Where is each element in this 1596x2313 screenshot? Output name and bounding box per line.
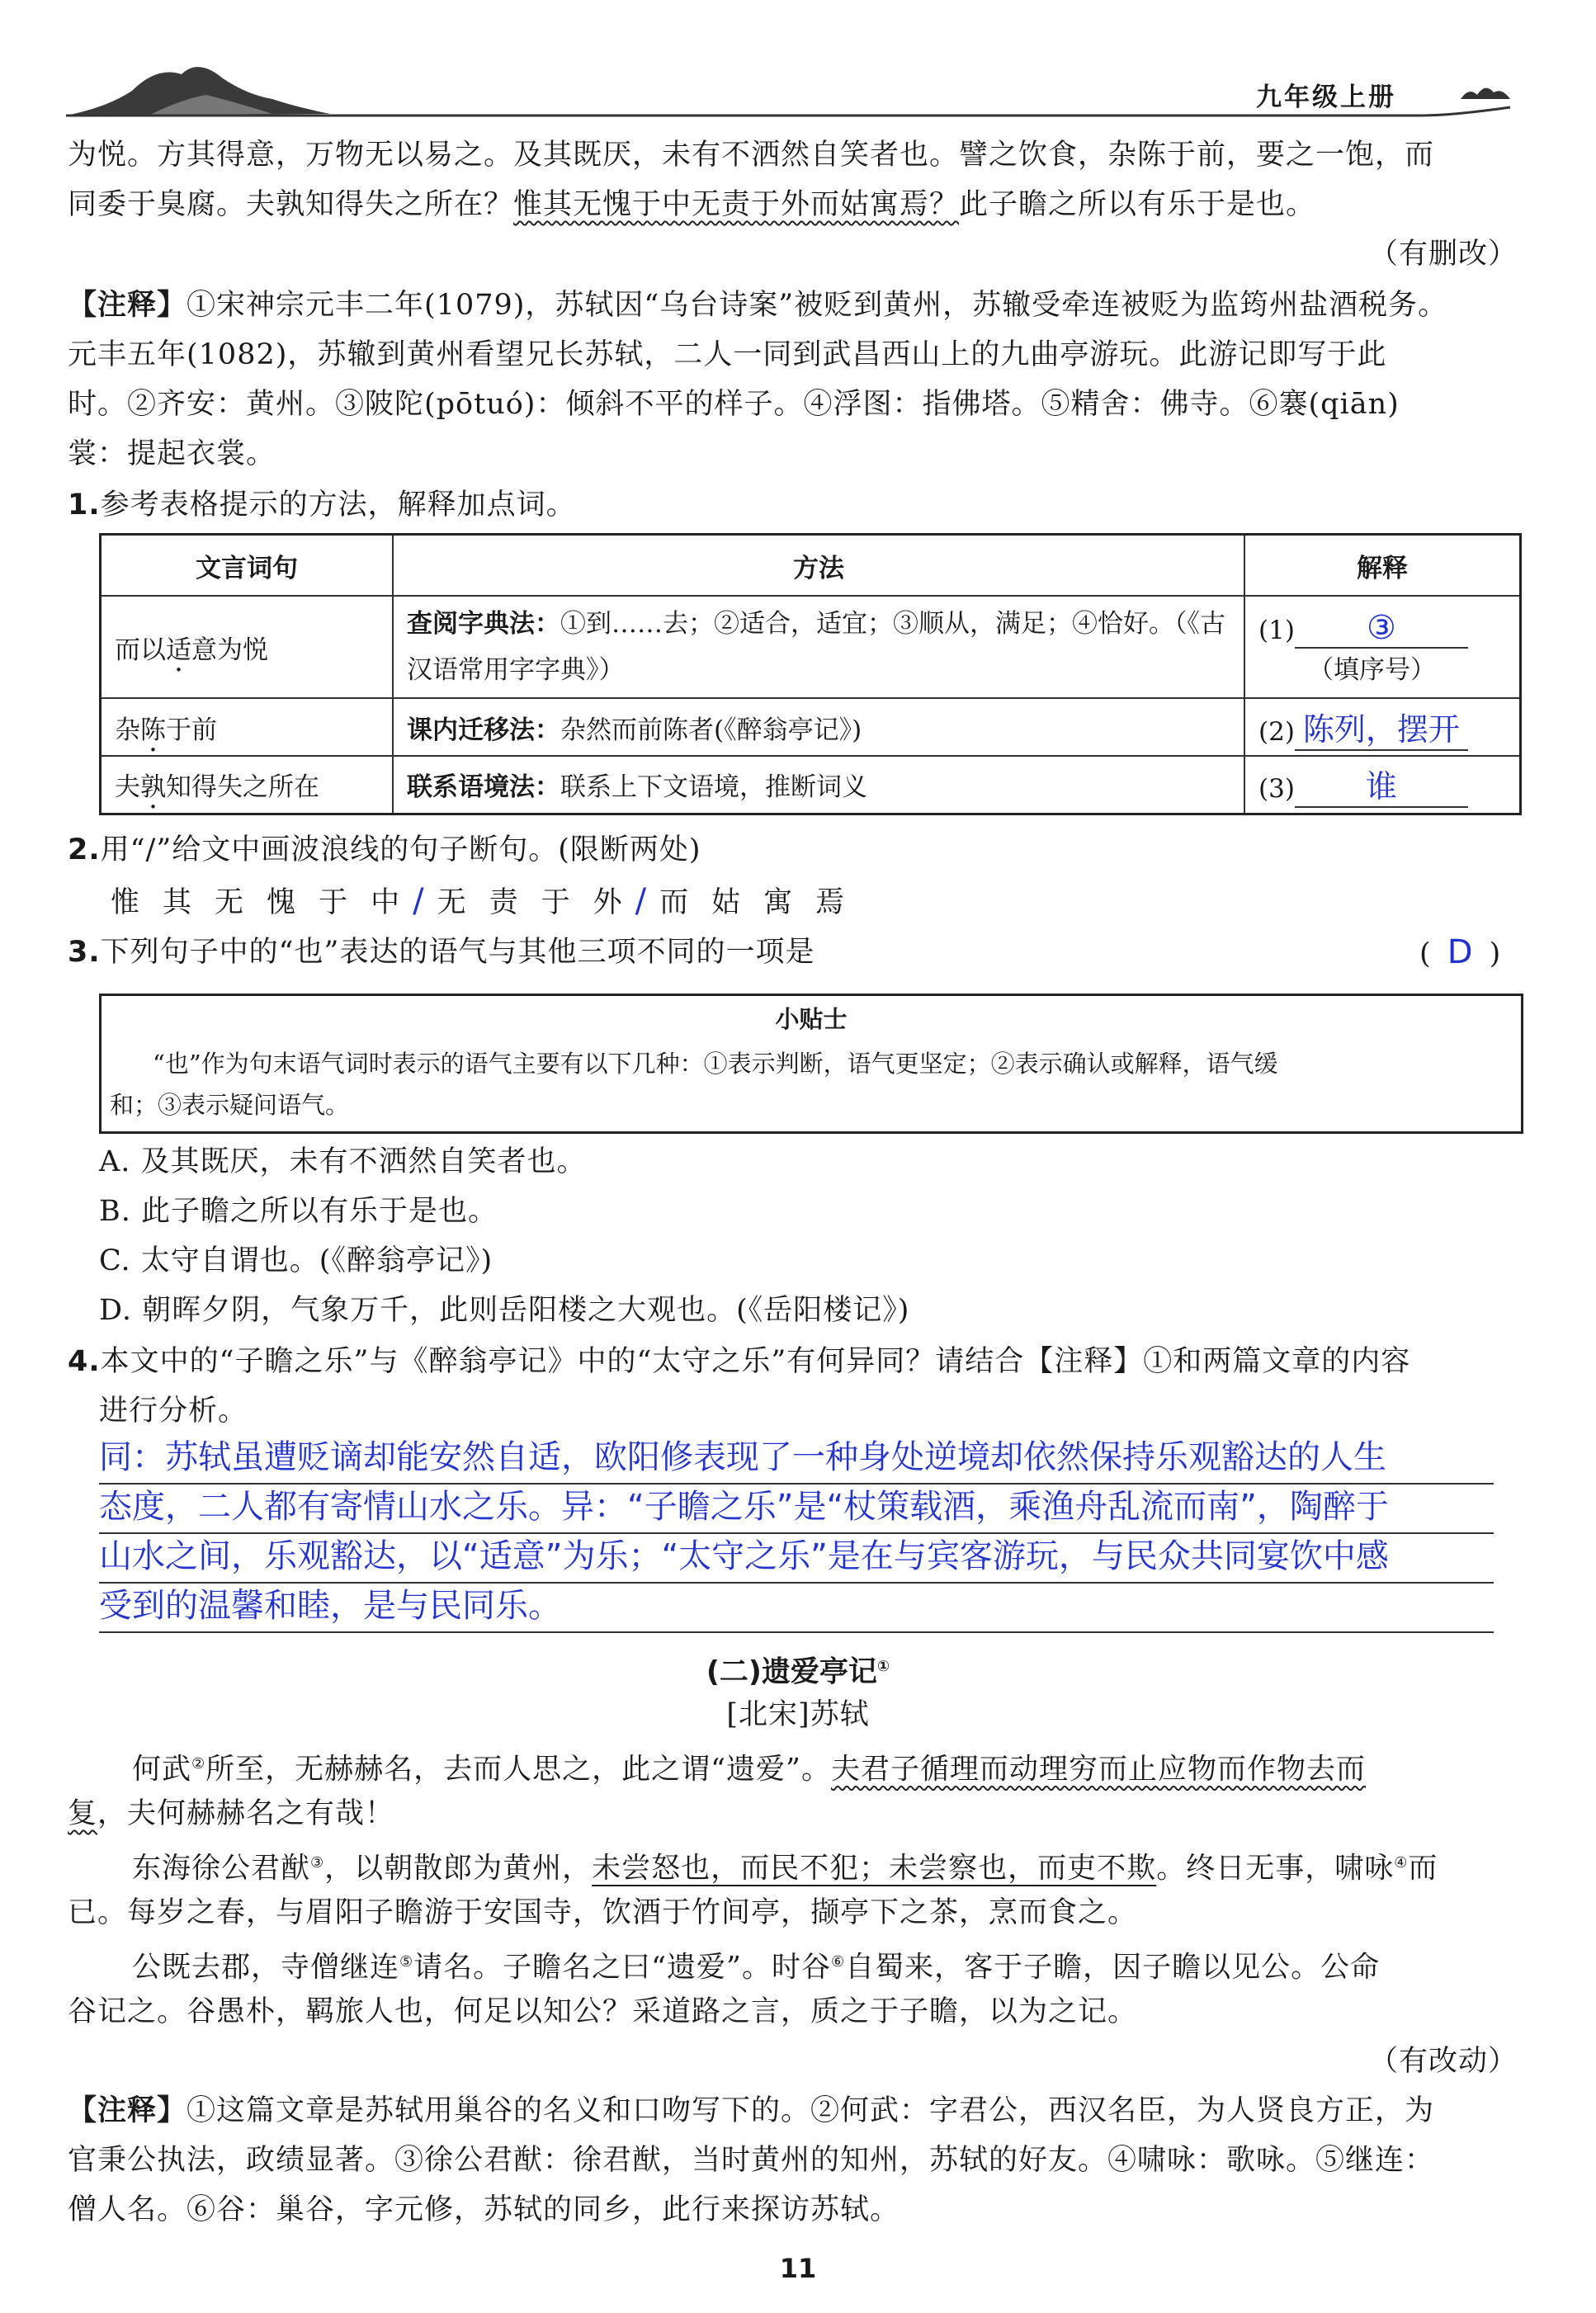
sentence-char: 惟: [111, 886, 140, 919]
break-mark: /: [413, 882, 424, 920]
tip-title: 小贴士: [775, 1005, 848, 1033]
question-2-stem: 2.用“/”给文中画波浪线的句子断句。(限断两处): [68, 833, 701, 866]
sentence-char: 无: [215, 886, 244, 919]
grade-label: 九年级上册: [1256, 83, 1396, 112]
sentence-char: 焉: [815, 886, 845, 919]
wavy-sentence: 夫君子循理而动理穷而止应物而作物去而: [830, 1753, 1366, 1787]
sentence-char: 寓: [763, 886, 793, 919]
page-number: 11: [779, 2253, 817, 2284]
answer-cell: (2) 陈列，摆开: [1244, 698, 1521, 756]
notes-line: 裳：提起衣裳。: [68, 437, 276, 470]
question-4-stem: 进行分析。: [99, 1395, 248, 1428]
tip-box: [99, 994, 1523, 1134]
option-d[interactable]: D. 朝晖夕阴，气象万千，此则岳阳楼之大观也。(《岳阳楼记》): [99, 1294, 910, 1327]
notes-line: 时。②齐安：黄州。③陂陀(pōtuó)：倾斜不平的样子。④浮图：指佛塔。⑤精舍：佛寺。⑥褰(qiān): [68, 388, 1400, 421]
phrase-cell: 杂陈于前: [101, 698, 394, 756]
answer-text[interactable]: 受到的温馨和睦，是与民同乐。: [99, 1587, 561, 1625]
table-header: 文言词句: [101, 535, 394, 597]
phrase-cell: 而以适意为悦: [101, 596, 394, 698]
sentence-char: 姑: [711, 886, 741, 919]
passage-title: (二)遗爱亭记①: [706, 1655, 890, 1689]
answer-cell: (3) 谁: [1244, 756, 1521, 814]
notes-line: 【注释】①宋神宗元丰二年(1079)，苏轼因“乌台诗案”被贬到黄州，苏辙受牵连被贬为监筠州盐酒税务。: [68, 289, 1448, 322]
sentence-char: 无: [437, 886, 466, 919]
sentence-char: 而: [659, 886, 689, 919]
passage-line: 复，夫何赫赫名之有哉！: [68, 1797, 395, 1830]
choice-answer[interactable]: D: [1447, 933, 1474, 971]
option-b[interactable]: B. 此子瞻之所以有乐于是也。: [99, 1195, 498, 1228]
sentence-char: 责: [489, 886, 518, 919]
answer-fill[interactable]: 谁: [1295, 761, 1468, 808]
question-3-stem: 3.下列句子中的“也”表达的语气与其他三项不同的一项是: [68, 936, 815, 969]
notes-label: 【注释】: [68, 289, 187, 322]
break-mark: /: [635, 882, 647, 920]
passage-line: 同委于臭腐。夫孰知得失之所在？惟其无愧于中无责于外而姑寓焉？此子瞻之所以有乐于是也。: [68, 188, 1316, 221]
notes-line: 官秉公执法，政绩显著。③徐公君猷：徐君猷，当时黄州的知州，苏轼的好友。④啸咏：歌咏。⑤继连：: [68, 2144, 1435, 2177]
passage-author: [北宋]苏轼: [726, 1698, 870, 1731]
sentence-char: 于: [541, 886, 570, 919]
option-c[interactable]: C. 太守自谓也。(《醉翁亭记》): [99, 1244, 493, 1277]
question-4-stem: 4.本文中的“子瞻之乐”与《醉翁亭记》中的“太守之乐”有何异同？请结合【注释】①和两篇文章的内容: [68, 1345, 1411, 1378]
sentence-char: 其: [163, 886, 192, 919]
answer-text[interactable]: 同：苏轼虽遭贬谪却能安然自适，欧阳修表现了一种身处逆境却依然保持乐观豁达的人生: [99, 1438, 1386, 1476]
question-1-stem: 1.参考表格提示的方法，解释加点词。: [68, 489, 576, 522]
notes-label: 【注释】: [68, 2094, 187, 2127]
answer-line: [99, 1631, 1494, 1633]
source-note: （有删改）: [1368, 238, 1518, 271]
tip-text: 和；③表示疑问语气。: [110, 1091, 350, 1119]
answer-text[interactable]: 山水之间，乐观豁达，以“适意”为乐；“太守之乐”是在与宾客游玩，与民众共同宴饮中感: [99, 1537, 1389, 1575]
notes-line: 元丰五年(1082)，苏辙到黄州看望兄长苏轼，二人一同到武昌西山上的九曲亭游玩。此游记即写于此: [68, 338, 1387, 371]
notes-line: 僧人名。⑥谷：巢谷，字元修，苏轼的同乡，此行来探访苏轼。: [68, 2193, 900, 2226]
wavy-sentence: 惟其无愧于中无责于外而姑寓焉？: [513, 188, 960, 221]
table-row: [101, 596, 1521, 698]
passage-line: 何武②所至，无赫赫名，去而人思之，此之谓“遗爱”。夫君子循理而动理穷而止应物而作物去而: [132, 1753, 1366, 1787]
passage-line: 谷记之。谷愚朴，羁旅人也，何足以知公？采道路之言，质之于子瞻，以为之记。: [68, 1995, 1138, 2028]
answer-cell: (1) ③ （填序号）: [1244, 596, 1521, 698]
table-header: 解释: [1244, 535, 1521, 597]
phrase-cell: 夫孰知得失之所在: [101, 756, 394, 814]
underlined-sentence: 未尝怒也，而民不犯；未尝察也，而吏不欺: [592, 1852, 1157, 1886]
sentence-char: 中: [371, 886, 400, 919]
tip-text: “也”作为句末语气词时表示的语气主要有以下几种：①表示判断，语气更坚定；②表示确认或解释，语气缓: [153, 1050, 1278, 1078]
passage-line: 为悦。方其得意，万物无以易之。及其既厌，未有不洒然自笑者也。譬之饮食，杂陈于前，要之一饱，而: [68, 139, 1435, 172]
notes-line: 【注释】①这篇文章是苏轼用巢谷的名义和口吻写下的。②何武：字君公，西汉名臣，为人贤良方正，为: [68, 2094, 1435, 2127]
sentence-char: 愧: [267, 886, 296, 919]
answer-fill[interactable]: ③: [1295, 609, 1468, 649]
passage-line: 公既去郡，寺僧继连⑤请名。子瞻名之曰“遗爱”。时谷⑥自蜀来，客于子瞻，因子瞻以见公。公命: [132, 1951, 1381, 1985]
method-cell: 联系语境法：联系上下文语境，推断词义: [393, 756, 1244, 814]
method-table: [99, 533, 1522, 815]
sentence-char: 于: [319, 886, 348, 919]
passage-line: 东海徐公君猷③，以朝散郎为黄州，未尝怒也，而民不犯；未尝察也，而吏不欺。终日无事，啸咏④而: [132, 1852, 1438, 1886]
table-row: [101, 698, 1521, 756]
table-header: 方法: [393, 535, 1244, 597]
passage-line: 已。每岁之春，与眉阳子瞻游于安国寺，饮酒于竹间亭，撷亭下之茶，烹而食之。: [68, 1896, 1138, 1929]
sentence-break-answer[interactable]: [99, 876, 856, 928]
answer-fill[interactable]: 陈列，摆开: [1295, 704, 1468, 751]
sentence-char: 外: [593, 886, 622, 919]
method-cell: 查阅字典法：①到……去；②适合，适宜；③顺从，满足；④恰好。（《古汉语常用字字典》）: [393, 596, 1244, 698]
choice-answer-bracket[interactable]: ( D ): [1419, 928, 1501, 979]
table-row: [101, 756, 1521, 814]
source-note: （有改动）: [1368, 2045, 1518, 2078]
method-cell: 课内迁移法：杂然而前陈者(《醉翁亭记》): [393, 698, 1244, 756]
option-a[interactable]: A. 及其既厌，未有不洒然自笑者也。: [99, 1145, 587, 1178]
answer-text[interactable]: 态度，二人都有寄情山水之乐。异：“子瞻之乐”是“杖策载酒，乘渔舟乱流而南”，陶醉于: [99, 1488, 1389, 1526]
